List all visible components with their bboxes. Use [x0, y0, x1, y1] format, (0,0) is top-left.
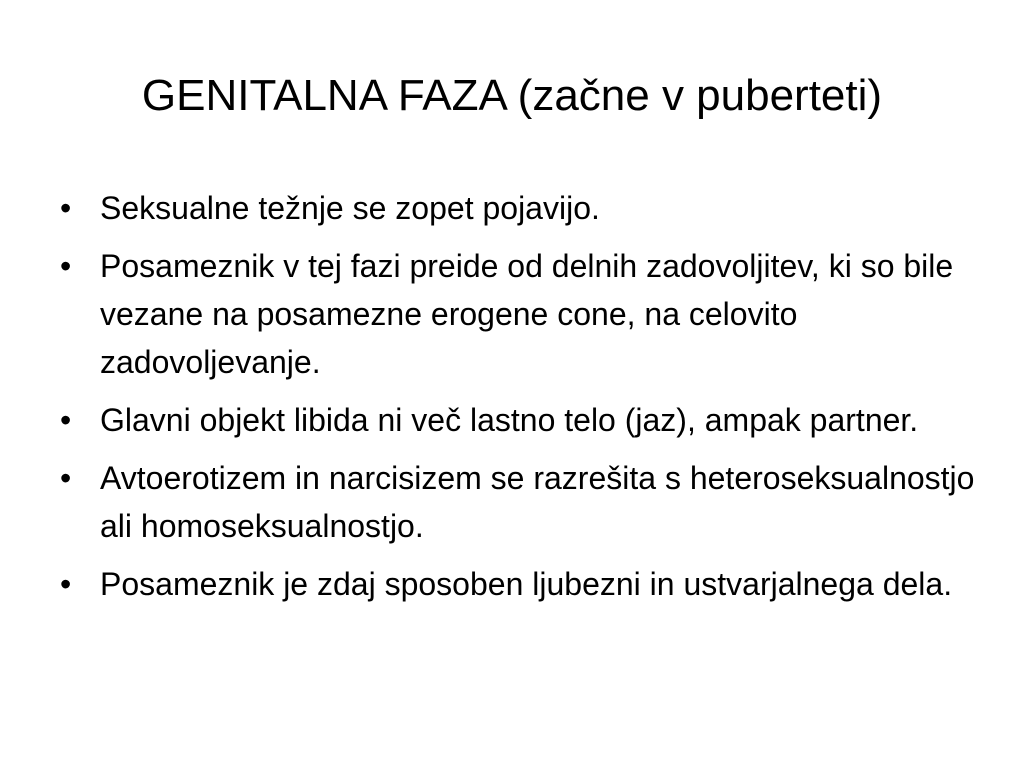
slide-title: GENITALNA FAZA (začne v puberteti)	[141, 71, 883, 120]
bullet-text: Glavni objekt libida ni več lastno telo (jaz), ampak partner.	[100, 402, 919, 438]
bullet-marker: •	[60, 402, 72, 438]
bullet-list	[60, 184, 1000, 618]
bullet-item	[60, 454, 1000, 550]
bullet-marker: •	[60, 190, 72, 226]
bullet-item	[60, 242, 1000, 386]
bullet-text: Seksualne težnje se zopet pojavijo.	[100, 190, 600, 226]
bullet-text: Posameznik je zdaj sposoben ljubezni in ustvarjalnega dela.	[100, 566, 953, 602]
bullet-item	[60, 560, 1000, 608]
bullet-text: Avtoerotizem in narcisizem se razrešita s heteroseksualnostjo ali homoseksualnostjo.	[100, 460, 975, 544]
bullet-marker: •	[60, 248, 72, 284]
bullet-marker: •	[60, 566, 72, 602]
bullet-item	[60, 184, 1000, 232]
bullet-text: Posameznik v tej fazi preide od delnih zadovoljitev, ki so bile vezane na posamezne erogene cone, na celovito zadovoljevanje.	[100, 248, 954, 380]
bullet-item	[60, 396, 1000, 444]
bullet-marker: •	[60, 460, 72, 496]
